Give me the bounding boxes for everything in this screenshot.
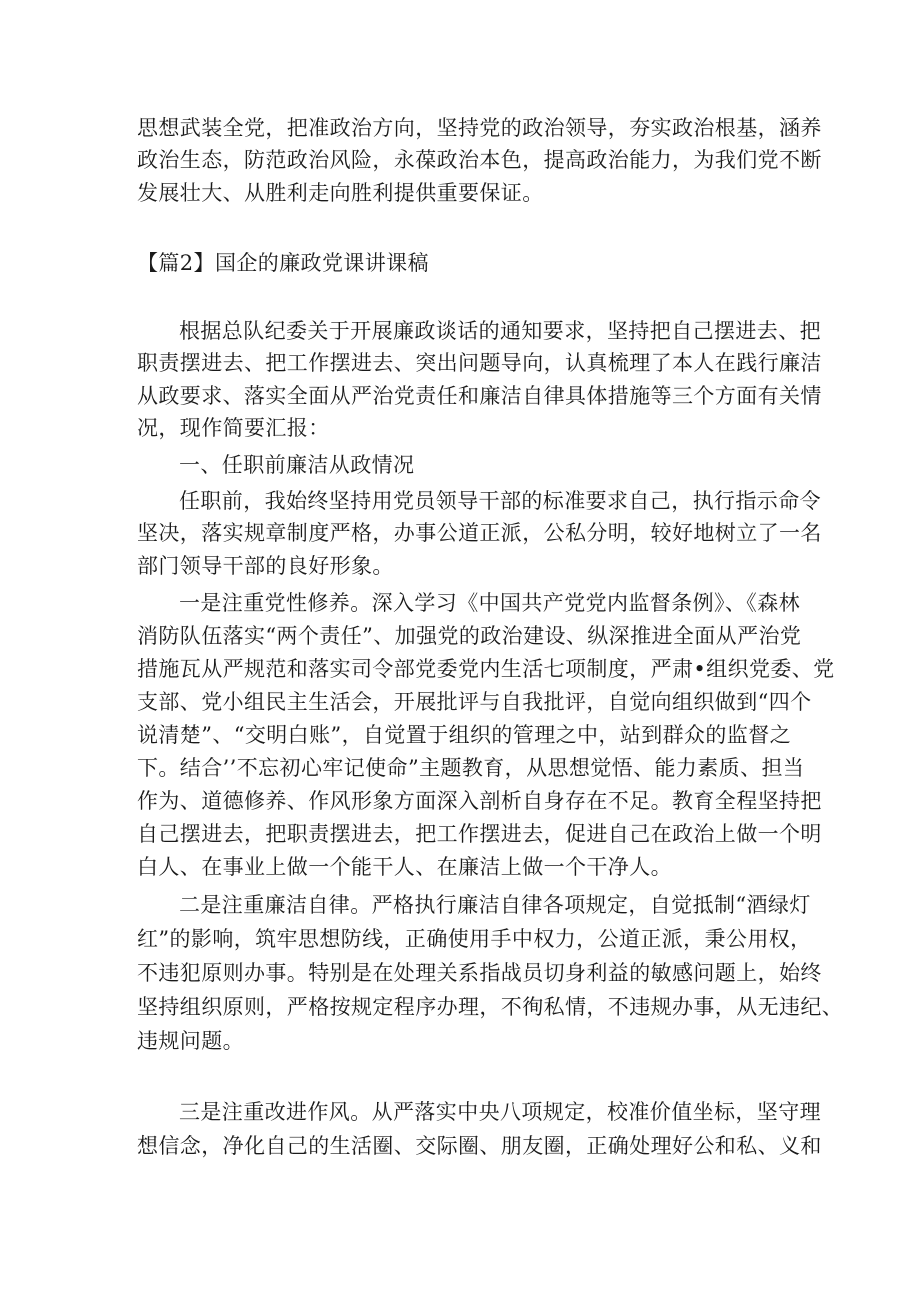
- text-line: 违规问题。: [137, 1029, 244, 1053]
- text-line: 职责摆进去、把工作摆进去、突出问题导向，认真梳理了本人在践行廉洁: [137, 351, 822, 375]
- text-line: 说清楚”、“交明白账”，自觉置于组织的管理之中，站到群众的监督之: [137, 723, 792, 747]
- text-line: 思想武装全党，把准政治方向，坚持党的政治领导，夯实政治根基，涵养: [137, 116, 822, 140]
- text-line: 根据总队纪委关于开展廉政谈话的通知要求，坚持把自己摆进去、把: [179, 319, 821, 343]
- text-line: 支部、党小组民主生活会，开展批评与自我批评，自觉向组织做到“四个: [137, 690, 812, 714]
- text-line: 想信念，净化自己的生活圈、交际圈、朋友圈，正确处理好公和私、义和: [137, 1134, 822, 1158]
- text-line: 自己摆进去，把职责摆进去，把工作摆进去，促进自己在政治上做一个明: [137, 822, 822, 846]
- text-line: 部门领导干部的良好形象。: [137, 554, 394, 578]
- text-line: 红”的影响，筑牢思想防线，正确使用手中权力，公道正派，秉公用权，: [137, 927, 812, 951]
- text-line: 从政要求、落实全面从严治党责任和廉洁自律具体措施等三个方面有关情: [137, 384, 822, 408]
- text-line: 消防队伍落实“两个责任”、加强党的政治建设、纵深推进全面从严治党: [137, 624, 802, 648]
- text-line: 坚持组织原则，严格按规定程序办理，不徇私情，不违规办事，从无违纪、: [137, 995, 844, 1019]
- text-line: 二是注重廉洁自律。严格执行廉洁自律各项规定，自觉抵制“酒绿灯: [179, 893, 811, 917]
- text-line: 发展壮大、从胜利走向胜利提供重要保证。: [137, 181, 544, 205]
- text-line: 政治生态，防范政治风险，永葆政治本色，提高政治能力，为我们党不断: [137, 148, 822, 172]
- text-line: 作为、道德修养、作风形象方面深入剖析自身存在不足。教育全程坚持把: [137, 789, 822, 813]
- text-line: 措施瓦从严规范和落实司令部党委党内生活七项制度，严肃•组织党委、党: [137, 657, 835, 681]
- section-heading: 【篇2】国企的廉政党课讲课稿: [137, 251, 429, 275]
- text-line: 白人、在事业上做一个能干人、在廉洁上做一个干净人。: [137, 855, 672, 879]
- text-line: 坚决，落实规章制度严格，办事公道正派，公私分明，较好地树立了一名: [137, 521, 822, 545]
- text-line: 况，现作简要汇报：: [137, 416, 330, 440]
- text-line: 不违犯原则办事。特别是在处理关系指战员切身利益的敏感问题上，始终: [137, 961, 822, 985]
- text-line: 任职前，我始终坚持用党员领导干部的标准要求自己，执行指示命令: [179, 489, 821, 513]
- text-line: 三是注重改进作风。从严落实中央八项规定，校准价值坐标，坚守理: [179, 1100, 821, 1124]
- text-line: 一是注重党性修养。深入学习《中国共产党党内监督条例》、《森林: [179, 591, 800, 615]
- subheading: 一、任职前廉洁从政情况: [179, 453, 415, 477]
- text-line: 下。结合’’不忘初心牢记使命”主题教育，从思想觉悟、能力素质、担当: [137, 756, 805, 780]
